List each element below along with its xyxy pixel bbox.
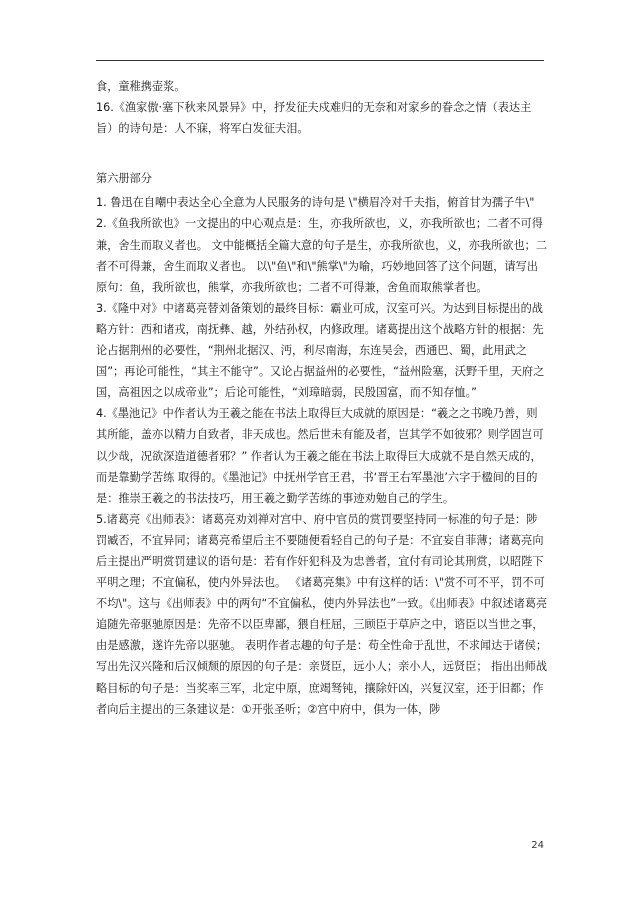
paragraph-item-2: 2.《鱼我所欲也》一文提出的中心观点是：生，亦我所欲也，义，亦我所欲也；二者不可得兼，舍生而取义者也。 文中能概括全篇大意的句子是生，亦我所欲也，义，亦我所欲也；二者不可得兼，舍生而取义者也。 以\"鱼\"和\"熊掌\"为喻，巧妙地回答了这个问题，请写出原句：鱼，我所欲也，熊掌，亦我所欲也；二者不可得兼，舍鱼而取熊掌者也。 bbox=[96, 217, 548, 294]
paragraph-item-3: 3.《隆中对》中诸葛亮替刘备策划的最终目标：霸业可成，汉室可兴。为达到目标提出的战略方针：西和诸戎，南抚彝、越，外结孙权，内修政理。诸葛提出这个战略方针的根据：先论占据荆州的必要性，“荆州北据汉、沔，利尽南海，东连吴会，西通巴、蜀，此用武之国”；再论可能性，“其主不能守”。又论占据益州的必要性，“益州险塞，沃野千里，天府之国，高祖因之以成帝业”；后论可能性，“刘璋暗弱，民殷国富，而不知存恤。” bbox=[96, 301, 545, 400]
paragraph-item-16: 16.《渔家傲·塞下秋来风景异》中，抒发征夫戍难归的无奈和对家乡的眷念之情（表达主旨）的诗句是：人不寐，将军白发征夫泪。 bbox=[96, 101, 532, 136]
paragraph-continuation: 食，童稚携壶浆。 bbox=[96, 80, 186, 93]
paragraph-item-4: 4.《墨池记》中作者认为王羲之能在书法上取得巨大成就的原因是：“羲之之书晚乃善，则其所能，盖亦以精力自致者，非天成也。然后世未有能及者，岂其学不如彼邪？则学固岂可以少哉，况欲深造道德者邪？” 作者认为王羲之能在书法上取得巨大成就不是自然天成的，而是靠勤学苦练 取得的。《墨池记》中抚州学官王君，书‘晋王右军墨池’六字于楹间的目的是：推崇王羲之的书法技巧，用王羲之勤学苦练的事迹劝勉自己的学生。 bbox=[96, 407, 544, 505]
page-content bbox=[96, 76, 548, 720]
header-rule bbox=[96, 60, 544, 61]
paragraph-item-5: 5.诸葛亮《出师表》：诸葛亮劝刘禅对宫中、府中官员的赏罚要坚持同一标准的句子是：陟罚臧否，不宜异同；诸葛亮希望后主不要随便看轻自己的句子是：不宜妄自菲薄；诸葛亮向后主提出严明赏罚建议的语句是：若有作奸犯科及为忠善者，宜付有司论其刑赏，以昭陛下平明之理；不宜偏私，使内外异法也。 《诸葛亮集》中有这样的话：\"赏不可不平，罚不可不均\"。这与《出师表》中的两句“不宜偏私，使内外异法也”一致。《出师表》中叙述诸葛亮追随先帝驱驰原因是：先帝不以臣卑鄙，猥自枉屈，三顾臣于草庐之中，谘臣以当世之事，由是感激，遂许先帝以驱驰。 表明作者志趣的句子是：苟全性命于乱世，不求闻达于诸侯； 写出先汉兴隆和后汉倾颓的原因的句子是：亲贤臣，远小人；亲小人，远贤臣； 指出出师战略目标的句子是：当奖率三军，北定中原，庶竭驽钝，攘除奸凶，兴复汉室，还于旧都；作者向后主提出的三条建议是：①开张圣听；②宫中府中，俱为一体，陟 bbox=[96, 512, 548, 716]
section-title: 第六册部分 bbox=[96, 172, 152, 186]
page-number: 24 bbox=[531, 840, 544, 851]
paragraph-item-1: 1. 鲁迅在自嘲中表达全心全意为人民服务的诗句是 \"横眉冷对千夫指，俯首甘为孺子牛\" bbox=[96, 196, 535, 210]
